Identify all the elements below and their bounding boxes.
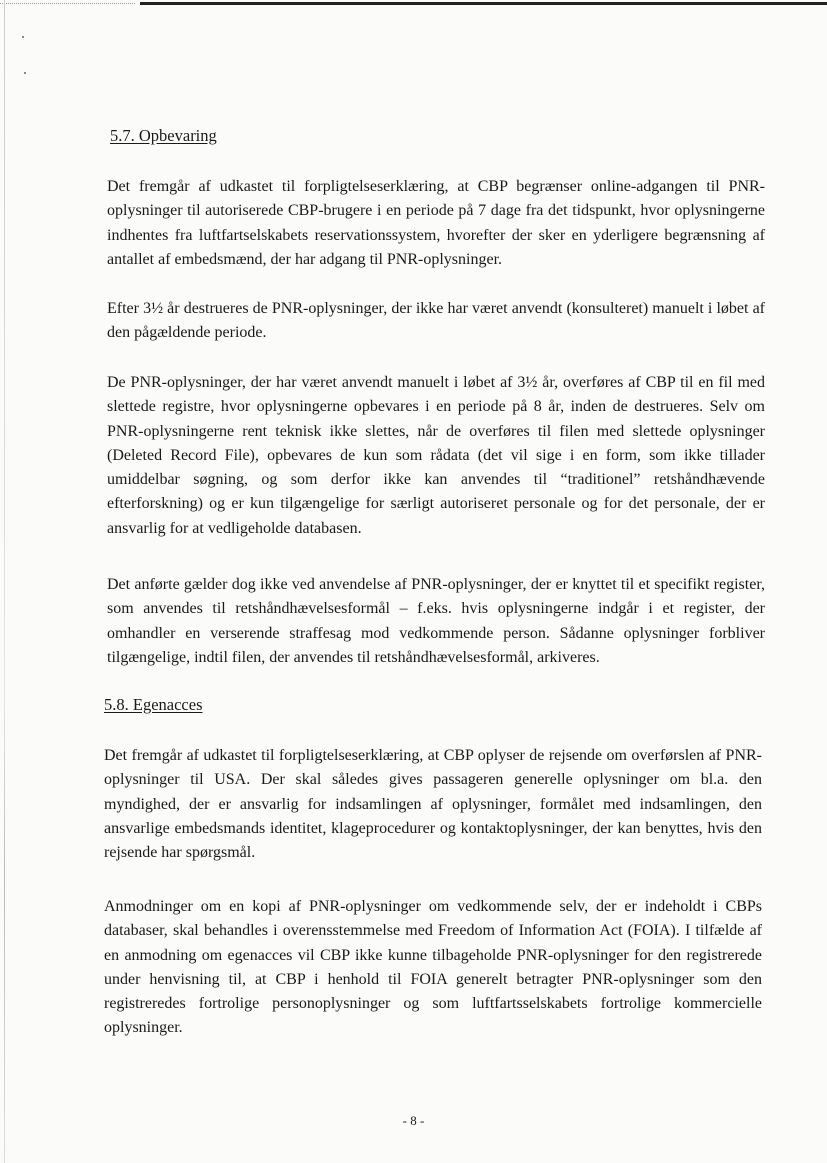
section-heading-opbevaring: 5.7. Opbevaring	[110, 126, 217, 145]
scan-speck	[22, 36, 24, 38]
paragraph-egenacces-1: Det fremgår af udkastet til forpligtelseserklæring, at CBP oplyser de rejsende om overførslen af PNR-oplysninger til USA. Der skal således gives passageren generelle oplysninger om bl.a. den myndighed, der er ansvarlig for indsamlingen af oplysninger, formålet med indsamlingen, den ansvarlige embedsmands identitet, klageprocedurer og kontaktoplysninger, der kan benyttes, hvis den rejsende har spørgsmål.	[104, 747, 762, 862]
section-heading-egenacces: 5.8. Egenacces	[104, 695, 203, 714]
scan-left-edge	[4, 0, 5, 1163]
page-number: - 8 -	[402, 1113, 425, 1128]
paragraph-opbevaring-4: Det anførte gælder dog ikke ved anvendelse af PNR-oplysninger, der er knyttet til et specifikt register, som anvendes til retshåndhævelsesformål – f.eks. hvis oplysningerne indgår i et register, der omhandler en verserende straffesag mod vedkommende person. Sådanne oplysninger forbliver tilgængelige, indtil filen, der anvendes til retshåndhævelsesformål, arkiveres.	[107, 576, 765, 666]
paragraph-egenacces-2: Anmodninger om en kopi af PNR-oplysninger om vedkommende selv, der er indeholdt i CBPs databaser, skal behandles i overensstemmelse med Freedom of Information Act (FOIA). I tilfælde af en anmodning om egenacces vil CBP ikke kunne tilbageholde PNR-oplysninger for den registrerede under henvisning til, at CBP i henhold til FOIA generelt betragter PNR-oplysninger som den registreredes fortrolige personoplysninger og som luftfartsselskabets fortrolige kommercielle oplysninger.	[104, 898, 762, 1037]
paragraph-opbevaring-3: De PNR-oplysninger, der har været anvendt manuelt i løbet af 3½ år, overføres af CBP til en fil med slettede registre, hvor oplysningerne opbevares i en periode på 8 år, inden de destrueres. Selv om PNR-oplysningerne rent teknisk ikke slettes, når de overføres til filen med slettede oplysninger (Deleted Record File), opbevares de kun som rådata (det vil sige i en form, som ikke tillader umiddelbar søgning, og som derfor ikke kan anvendes til “traditionel” retshåndhævende efterforskning) og er kun tilgængelige for særligt autoriseret personale og for det personale, der er ansvarlig for at vedligeholde databasen.	[107, 374, 765, 537]
paragraph-opbevaring-1: Det fremgår af udkastet til forpligtelseserklæring, at CBP begrænser online-adgangen til PNR-oplysninger til autoriserede CBP-brugere i en periode på 7 dage fra det tidspunkt, hvor oplysningerne indhentes fra luftfartselskabets reservationssystem, hvorefter der sker en yderligere begrænsning af antallet af embedsmænd, der har adgang til PNR-oplysninger.	[107, 178, 765, 268]
paragraph-opbevaring-2: Efter 3½ år destrueres de PNR-oplysninger, der ikke har været anvendt (konsulteret) manuelt i løbet af den pågældende periode.	[107, 300, 765, 342]
scan-top-rule	[140, 2, 827, 5]
scan-top-dotted-line	[0, 3, 135, 4]
scan-speck	[24, 72, 26, 74]
